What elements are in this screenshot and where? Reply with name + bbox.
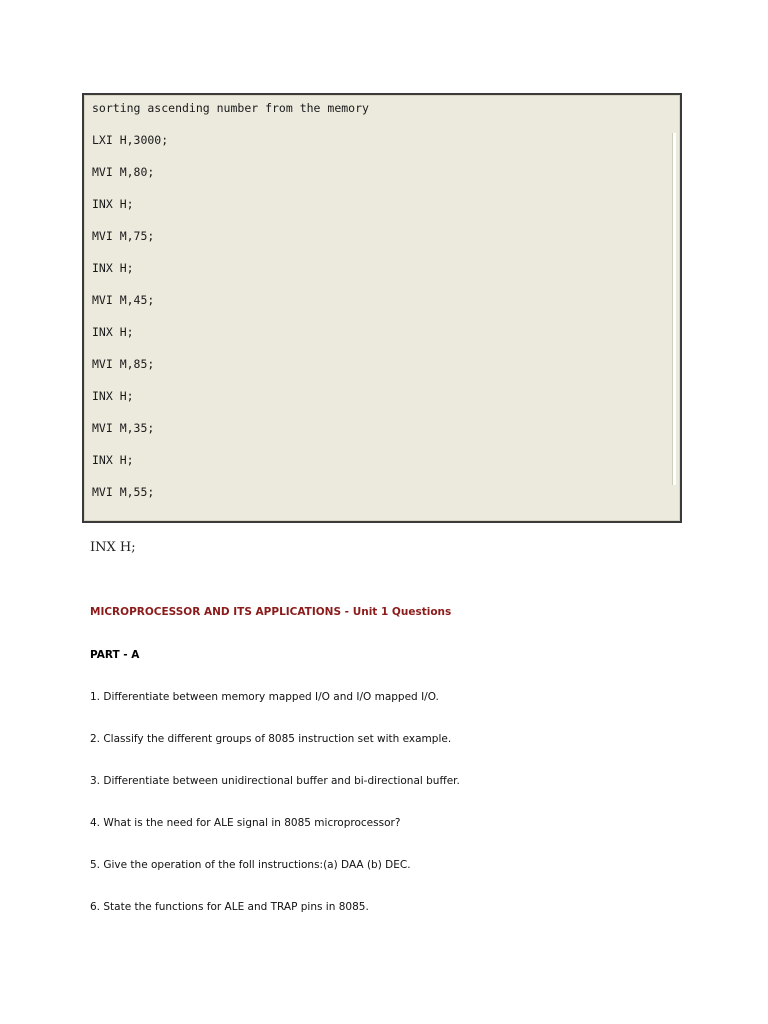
code-line: MVI M,35;: [92, 421, 155, 435]
question-item: 1. Differentiate between memory mapped I/O and I/O mapped I/O.: [90, 691, 439, 703]
question-item: 5. Give the operation of the foll instructions:(a) DAA (b) DEC.: [90, 859, 411, 871]
document-title: MICROPROCESSOR AND ITS APPLICATIONS - Unit 1 Questions: [90, 606, 452, 618]
question-item: 4. What is the need for ALE signal in 8085 microprocessor?: [90, 817, 401, 829]
code-line: MVI M,80;: [92, 165, 155, 179]
code-line: INX H;: [92, 325, 134, 339]
trailing-code-text: INX H;: [90, 540, 136, 555]
code-line: INX H;: [92, 389, 134, 403]
code-line: sorting ascending number from the memory: [92, 101, 369, 115]
code-line: MVI M,55;: [92, 485, 155, 499]
code-line: INX H;: [92, 453, 134, 467]
code-line: LXI H,3000;: [92, 133, 169, 147]
code-line: INX H;: [92, 197, 134, 211]
code-line: MVI M,75;: [92, 229, 155, 243]
code-lines: [92, 101, 369, 517]
question-list: [90, 690, 460, 942]
question-item: 6. State the functions for ALE and TRAP pins in 8085.: [90, 901, 369, 913]
question-item: 3. Differentiate between unidirectional buffer and bi-directional buffer.: [90, 775, 460, 787]
code-line: INX H;: [92, 261, 134, 275]
code-block: [82, 93, 682, 523]
code-scrollbar[interactable]: [672, 133, 676, 485]
code-line: MVI M,45;: [92, 293, 155, 307]
part-heading: PART - A: [90, 649, 140, 661]
code-line: MVI M,85;: [92, 357, 155, 371]
question-item: 2. Classify the different groups of 8085 instruction set with example.: [90, 733, 452, 745]
